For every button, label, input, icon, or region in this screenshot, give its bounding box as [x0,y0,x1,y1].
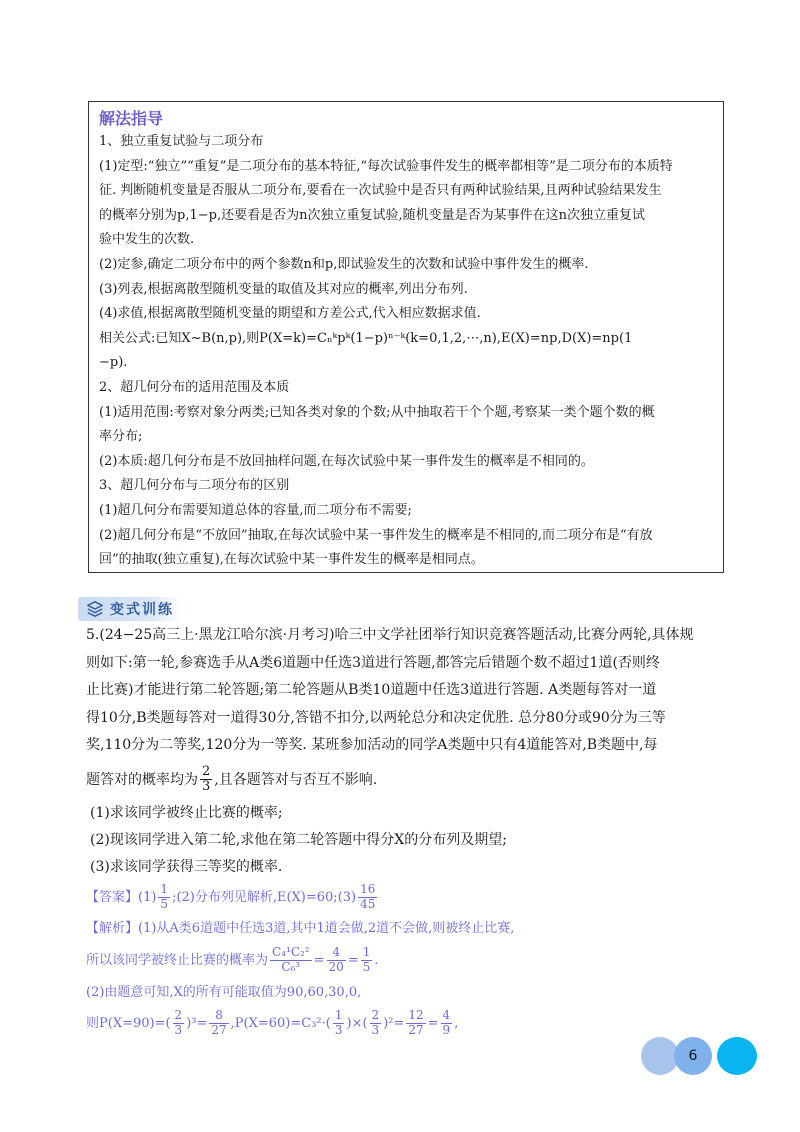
explanation-text: )³= [186,1015,208,1031]
explanation-line-3: (2)由题意可知,X的所有可能取值为90,60,30,0, [86,984,362,1000]
guide-line: 相关公式:已知X~B(n,p),则P(X=k)=Cₙᵏpᵏ(1−p)ⁿ⁻ᵏ(k=0,1,2,⋯,n),E(X)=np,D(X)=np(1 [99,330,633,346]
explanation-text: , [454,1015,459,1031]
fraction-denominator: C₆³ [281,959,301,974]
question-2: (2)现该同学进入第二轮,求他在第二轮答题中得分X的分布列及期望; [90,831,507,848]
fraction [441,1009,453,1036]
problem-line-last [86,760,726,800]
fraction-denominator: 5 [160,896,169,911]
fraction-numerator: 8 [209,1009,228,1023]
explanation-text: 则P(X=90)=( [86,1015,171,1031]
equals-sign: = [313,952,325,968]
fraction-numerator: 4 [442,1008,451,1023]
fraction-numerator: 1 [160,882,169,897]
equals-sign: = [347,952,359,968]
fraction-numerator: C₄¹C₂² [272,945,310,960]
guide-line: 验中发生的次数. [99,232,195,248]
fraction [209,1009,228,1036]
fraction-numerator: 1 [334,1008,343,1023]
fraction-numerator: 1 [362,945,371,960]
guide-line: (2)超几何分布是“不放回”抽取,在每次试验中某一事件发生的概率是不相同的,而二项分布是“有放 [99,527,653,543]
fraction [333,1009,345,1036]
section-tag-label: 变式训练 [110,602,174,618]
guide-line: (2)定参,确定二项分布中的两个参数n和p,即试验发生的次数和试验中事件发生的概率. [99,256,589,272]
fraction [173,1009,185,1036]
problem-line: 止比赛)才能进行第二轮答题;第二轮答题从B类10道题中任选3道进行答题. A类题每答对一道 [86,682,657,698]
guide-line: 2、超几何分布的适用范围及本质 [99,379,290,395]
answer-line [86,881,726,915]
fraction-denominator: 3 [334,1022,343,1037]
solution-guide-box [88,101,724,573]
problem-line: 则如下:第一轮,参赛选手从A类6道题中任选3道进行答题,都答完后错题个数不超过1道(否则终 [86,654,660,671]
fraction [406,1009,425,1036]
layers-icon [86,600,104,618]
fraction-denominator: 3 [174,1022,183,1037]
guide-line: 回”的抽取(独立重复),在每次试验中某一事件发生的概率是相同点。 [99,552,484,568]
guide-line: 的概率分别为p,1−p,还要看是否为n次独立重复试验,随机变量是否为某事件在这n次独立重复试 [99,207,645,223]
guide-line: 1、独立重复试验与二项分布 [99,134,264,149]
problem-line: 得10分,B类题每答对一道得30分,答错不扣分,以两轮总分和决定优胜. 总分80分或90分为三等 [86,709,666,726]
answer-label: 【答案】(1) [86,889,157,905]
section-tag [78,597,182,621]
equals-sign: = [427,1015,439,1031]
problem-text: ,且各题答对与否互不影响. [214,771,378,788]
fraction [370,1009,382,1036]
fraction [200,765,212,795]
problem-line: 奖,110分为二等奖,120分为一等奖. 某班参加活动的同学A类题中只有4道能答对,B类题中,每 [86,737,658,753]
guide-line: (1)定型:“独立”“重复”是二项分布的基本特征,“每次试验事件发生的概率都相等”是二项分布的本质特 [99,158,673,174]
fraction-denominator: 27 [211,1022,227,1037]
fraction-denominator: 3 [371,1022,380,1037]
fraction-numerator: 16 [360,882,376,897]
fraction [361,946,373,973]
fraction-numerator: 2 [371,1008,380,1023]
answer-text: ;(2)分布列见解析,E(X)=60;(3) [172,889,357,905]
fraction-denominator: 27 [408,1022,424,1037]
guide-line: −p). [99,355,128,371]
fraction-denominator: 9 [442,1022,451,1037]
fraction-numerator: 2 [202,763,211,779]
guide-line: 3、超几何分布与二项分布的区别 [99,478,290,494]
fraction-denominator: 45 [360,896,376,911]
fraction-denominator: 5 [362,959,371,974]
fraction [158,883,170,910]
problem-line: 5.(24−25高三上·黑龙江哈尔滨·月考习)哈三中文学社团举行知识竞赛答题活动,比赛分两轮,具体规 [86,627,694,643]
page-number: 6 [688,1048,698,1064]
problem-block [86,622,726,1041]
explanation-text: ,P(X=60)=C₃²·( [230,1015,331,1031]
question-3: (3)求该同学获得三等奖的概率. [90,858,283,875]
fraction-numerator: 4 [327,946,346,960]
guide-line: (3)列表,根据离散型随机变量的取值及其对应的概率,列出分布列. [99,281,468,297]
explanation-line-1: 【解析】(1)从A类6道题中任选3道,其中1道会做,2道不会做,则被终止比赛, [86,920,515,936]
guide-line: (4)求值,根据离散型随机变量的期望和方差公式,代入相应数据求值. [99,306,481,322]
page-badge-circle-right [717,1037,757,1075]
explanation-text: 所以该同学被终止比赛的概率为 [86,952,269,968]
guide-line: (2)本质:超几何分布是不放回抽样问题,在每次试验中某一事件发生的概率是不相同的。 [99,453,594,469]
explanation-text: . [374,952,379,968]
explanation-text: )²= [383,1015,405,1031]
fraction [327,946,346,973]
guide-line: 率分布; [99,429,143,445]
fraction-denominator: 20 [328,959,344,974]
fraction [270,946,312,973]
guide-line: 征. 判断随机变量是否服从二项分布,要看在一次试验中是否只有两种试验结果,且两种试验结果发生 [99,183,662,199]
explanation-text: )×( [346,1015,368,1031]
fraction [358,883,377,910]
guide-line: (1)超几何分布需要知道总体的容量,而二项分布不需要; [99,502,412,518]
explanation-line-4 [86,1007,726,1041]
fraction-denominator: 3 [202,779,211,794]
guide-line: (1)适用范围:考察对象分两类;已知各类对象的个数;从中抽取若干个个题,考察某一类个题个数的概 [99,404,655,420]
fraction-numerator: 2 [174,1008,183,1023]
fraction-numerator: 12 [408,1008,424,1023]
guide-title: 解法指导 [99,109,164,128]
problem-text: 题答对的概率均为 [86,771,198,788]
explanation-line-2 [86,943,726,979]
question-1: (1)求该同学被终止比赛的概率; [90,804,283,821]
